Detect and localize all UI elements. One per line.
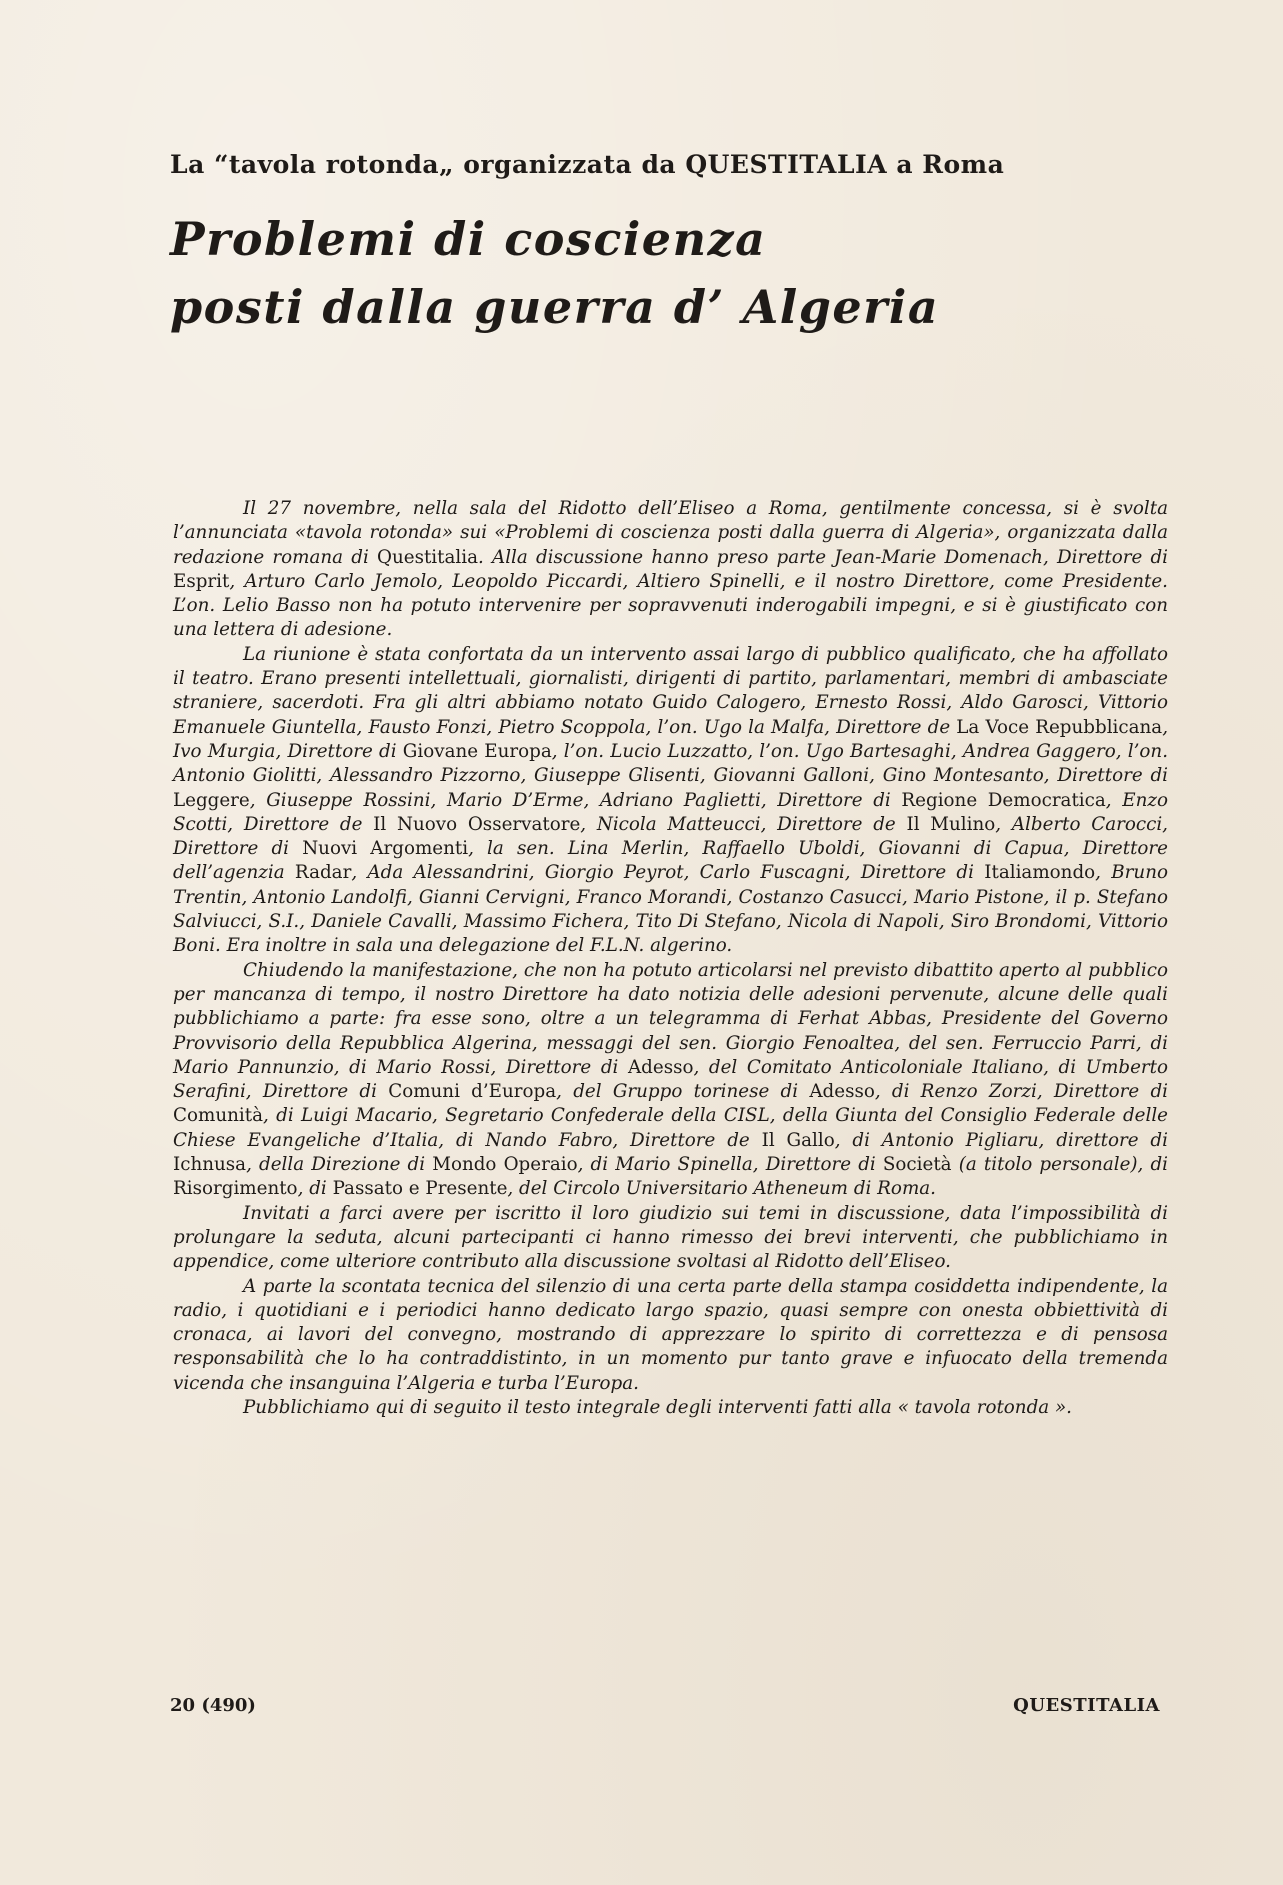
text-run: , la sen. Lina Merlin, Raffaello Uboldi, Giovanni di Capua, Direttore dell’agenzia xyxy=(173,838,1168,884)
text-run: , della Direzione di xyxy=(246,1154,433,1176)
text-run: , di Luigi Macario, Segretario Confederale della CISL, della Giunta del Consiglio Federale delle Chiese Evangeliche d’Italia, di Nando Fabro, Direttore de xyxy=(173,1105,1168,1151)
text-run: , del Gruppo torinese di xyxy=(556,1081,810,1103)
text-run: , Ada Alessandrini, Giorgio Peyrot, Carlo Fuscagni, Direttore di xyxy=(351,862,985,884)
publication-name: Ichnusa xyxy=(173,1154,247,1176)
text-run: , di Mario Spinella, Direttore di xyxy=(577,1154,883,1176)
publication-name: Esprit xyxy=(173,570,230,592)
article-body xyxy=(173,497,1168,1420)
text-run: , del Circolo Universitario Atheneum di Roma. xyxy=(507,1178,936,1200)
page-number: 20 (490) xyxy=(170,1695,256,1716)
publication-name: Il Gallo xyxy=(761,1129,835,1151)
publication-name: Questitalia xyxy=(377,546,478,568)
publication-name: Giovane Europa xyxy=(402,740,552,762)
publication-name: Mondo Operaio xyxy=(432,1154,578,1176)
publication-name: Italiamondo xyxy=(984,862,1096,884)
text-run: La riunione è stata confortata da un intervento assai largo di pubblico qualificato, che ha affollato il teatro. Erano presenti intellettuali, giornalisti, dirigenti di partito, parlamentari, membri di ambasciate straniere, sacerdoti. Fra gli altri abbiamo notato Guido Calogero, Ernesto Rossi, Aldo Garosci, Vittorio Emanuele Giuntella, Fausto Fonzi, Pietro Scoppola, l’on. Ugo la Malfa, Direttore de xyxy=(173,643,1168,738)
paragraph-1 xyxy=(173,497,1168,643)
article-kicker: La “tavola rotonda„ organizzata da QUESTITALIA a Roma xyxy=(170,150,1005,179)
paragraph-6: Pubblichiamo qui di seguito il testo integrale degli interventi fatti alla « tavola rotonda ». xyxy=(243,1396,1072,1418)
text-run: , Giuseppe Rossini, Mario D’Erme, Adriano Paglietti, Direttore di xyxy=(249,789,902,811)
paragraph-4: Invitati a farci avere per iscritto il loro giudizio sui temi in discussione, data l’impossibilità di prolungare la seduta, alcuni partecipanti ci hanno rimesso dei brevi interventi, che pubblichiamo in appendice, come ulteriore contributo alla discussione svoltasi al Ridotto dell’Eliseo. xyxy=(173,1202,1168,1273)
text-run: , Bruno Trentin, Antonio Landolfi, Gianni Cervigni, Franco Morandi, Costanzo Casucci, Mario Pistone, il p. Stefano Salviucci, S.I., Daniele Cavalli, Massimo Fichera, Tito Di Stefano, Nicola di Napoli, Siro Brondomi, Vittorio Boni. Era inoltre in sala una delegazione del F.L.N. algerino. xyxy=(173,862,1168,957)
text-run: Il 27 novembre, nella sala del Ridotto dell’Eliseo a Roma, gentilmente concessa, si è svolta l’annunciata «tavola rotonda» sui «Problemi di coscienza posti dalla guerra di Algeria», organizzata dalla redazione romana di xyxy=(173,498,1168,568)
paragraph-3 xyxy=(173,959,1168,1202)
publication-name: Adesso xyxy=(627,1056,694,1078)
publication-name: La Voce Repubblicana xyxy=(956,716,1163,738)
publication-name: Radar xyxy=(294,862,352,884)
paragraph-2 xyxy=(173,643,1168,959)
text-run: , di xyxy=(297,1178,333,1200)
text-run: , Arturo Carlo Jemolo, Leopoldo Piccardi, Altiero Spinelli, e il nostro Direttore, come Presidente. L’on. Lelio Basso non ha potuto intervenire per sopravvenuti inderogabili impegni, e si è giustificato con una lettera di adesione. xyxy=(173,570,1168,641)
text-run: . Alla discussione hanno preso parte Jean-Marie Domenach, Direttore di xyxy=(478,546,1169,568)
publication-name: Il Nuovo Osservatore xyxy=(373,813,581,835)
text-run: , l’on. Lucio Luzzatto, l’on. Ugo Bartesaghi, Andrea Gaggero, l’on. Antonio Giolitti, Alessandro Pizzorno, Giuseppe Glisenti, Giovanni Galloni, Gino Montesanto, Direttore di xyxy=(173,740,1169,787)
publication-name: Risorgimento xyxy=(173,1178,298,1200)
magazine-name: QUESTITALIA xyxy=(1013,1695,1160,1716)
publication-name: Comuni d’Europa xyxy=(388,1081,557,1103)
publication-name: Adesso xyxy=(809,1081,875,1103)
publication-name: Regione Democratica xyxy=(901,789,1106,811)
publication-name: Leggere xyxy=(173,789,250,811)
title-line-1: Problemi di coscienza xyxy=(170,212,767,266)
paragraph-5: A parte la scontata tecnica del silenzio di una certa parte della stampa cosiddetta indipendente, la radio, i quotidiani e i periodici hanno dedicato largo spazio, quasi sempre con onesta obbiettività di cronaca, ai lavori del convegno, mostrando di apprezzare lo spirito di correttezza e di pensosa responsabilità che lo ha contraddistinto, in un momento pur tanto grave e infuocato della tremenda vicenda che insanguina l’Algeria e turba l’Europa. xyxy=(173,1275,1168,1394)
text-run: , di Antonio Pigliaru, direttore di xyxy=(834,1129,1168,1151)
publication-name: Nuovi Argomenti xyxy=(302,838,469,860)
text-run: , Ivo Murgia, Direttore di xyxy=(173,716,1169,762)
publication-name: Comunità xyxy=(173,1105,263,1127)
title-line-2: posti dalla guerra d’ Algeria xyxy=(170,280,940,334)
publication-name: Società xyxy=(882,1154,952,1176)
text-run: , del Comitato Anticoloniale Italiano, di Umberto Serafini, Direttore di xyxy=(173,1056,1168,1103)
publication-name: Passato e Presente xyxy=(332,1178,508,1200)
text-run: , di Renzo Zorzi, Direttore di xyxy=(874,1081,1169,1103)
article-title xyxy=(170,205,1160,341)
text-run: Chiudendo la manifestazione, che non ha potuto articolarsi nel previsto dibattito aperto al pubblico per mancanza di tempo, il nostro Direttore ha dato notizia delle adesioni pervenute, alcune delle quali pubblichiamo a parte: fra esse sono, oltre a un telegramma di Ferhat Abbas, Presidente del Governo Provvisorio della Repubblica Algerina, messaggi del sen. Giorgio Fenoaltea, del sen. Ferruccio Parri, di Mario Pannunzio, di Mario Rossi, Direttore di xyxy=(173,959,1168,1078)
text-run: (a titolo personale), di xyxy=(951,1154,1169,1176)
publication-name: Il Mulino xyxy=(906,813,996,835)
text-run: , Enzo Scotti, Direttore de xyxy=(173,789,1168,835)
text-run: , Nicola Matteucci, Direttore de xyxy=(580,813,907,835)
text-run: , Alberto Carocci, Direttore di xyxy=(173,813,1168,860)
